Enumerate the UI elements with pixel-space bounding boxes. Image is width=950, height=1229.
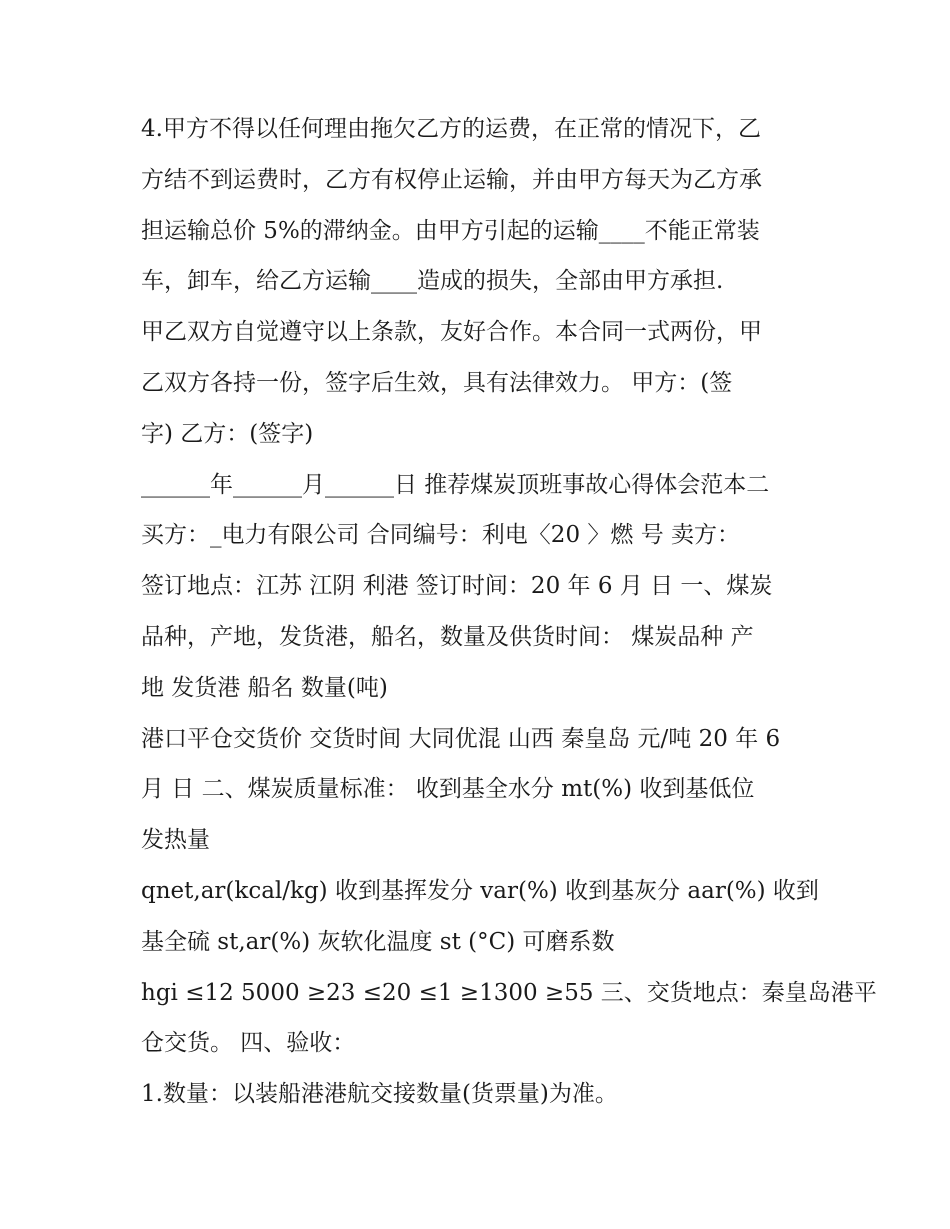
text-line: 字) 乙方：(签字) (141, 420, 314, 447)
text-line: hgi ≤12 5000 ≥23 ≤20 ≤1 ≥1300 ≥55 三、交货地点：秦皇岛港平 (141, 979, 877, 1006)
text-line: 地 发货港 船名 数量(吨) (141, 674, 388, 701)
text-line: 月 日 二、煤炭质量标准： 收到基全水分 mt(%) 收到基低位 (141, 776, 755, 803)
text-line: 甲乙双方自觉遵守以上条款，友好合作。本合同一式两份，甲 (141, 319, 762, 346)
text-line: 乙双方各持一份，签字后生效，具有法律效力。 甲方：(签 (141, 369, 733, 396)
text-line: qnet,ar(kcal/kg) 收到基挥发分 var(%) 收到基灰分 aar(%) 收到 (141, 877, 819, 904)
text-line: 1.数量：以装船港港航交接数量(货票量)为准。 (141, 1081, 618, 1108)
text-line: 基全硫 st,ar(%) 灰软化温度 st (°C) 可磨系数 (141, 928, 615, 955)
document-body (141, 104, 877, 1120)
text-line: 签订地点：江苏 江阴 利港 签订时间：20 年 6 月 日 一、煤炭 (141, 573, 773, 600)
text-line: 方结不到运费时，乙方有权停止运输，并由甲方每天为乙方承 (141, 166, 762, 193)
text-line: 仓交货。 四、验收： (141, 1030, 356, 1057)
text-line: 担运输总价 5%的滞纳金。由甲方引起的运输____不能正常装 (141, 217, 760, 244)
text-line: 4.甲方不得以任何理由拖欠乙方的运费，在正常的情况下，乙 (141, 116, 761, 142)
text-line: 车，卸车，给乙方运输____造成的损失，全部由甲方承担. (141, 268, 724, 295)
text-line: 品种，产地，发货港，船名，数量及供货时间： 煤炭品种 产 (141, 623, 754, 650)
text-line: 买方：_电力有限公司 合同编号：利电〈20 〉燃 号 卖方： (141, 522, 741, 549)
text-line: 发热量 (141, 827, 210, 854)
text-line: ______年______月______日 推荐煤炭顶班事故心得体会范本二 (141, 471, 770, 498)
text-line: 港口平仓交货价 交货时间 大同优混 山西 秦皇岛 元/吨 20 年 6 (141, 725, 781, 752)
